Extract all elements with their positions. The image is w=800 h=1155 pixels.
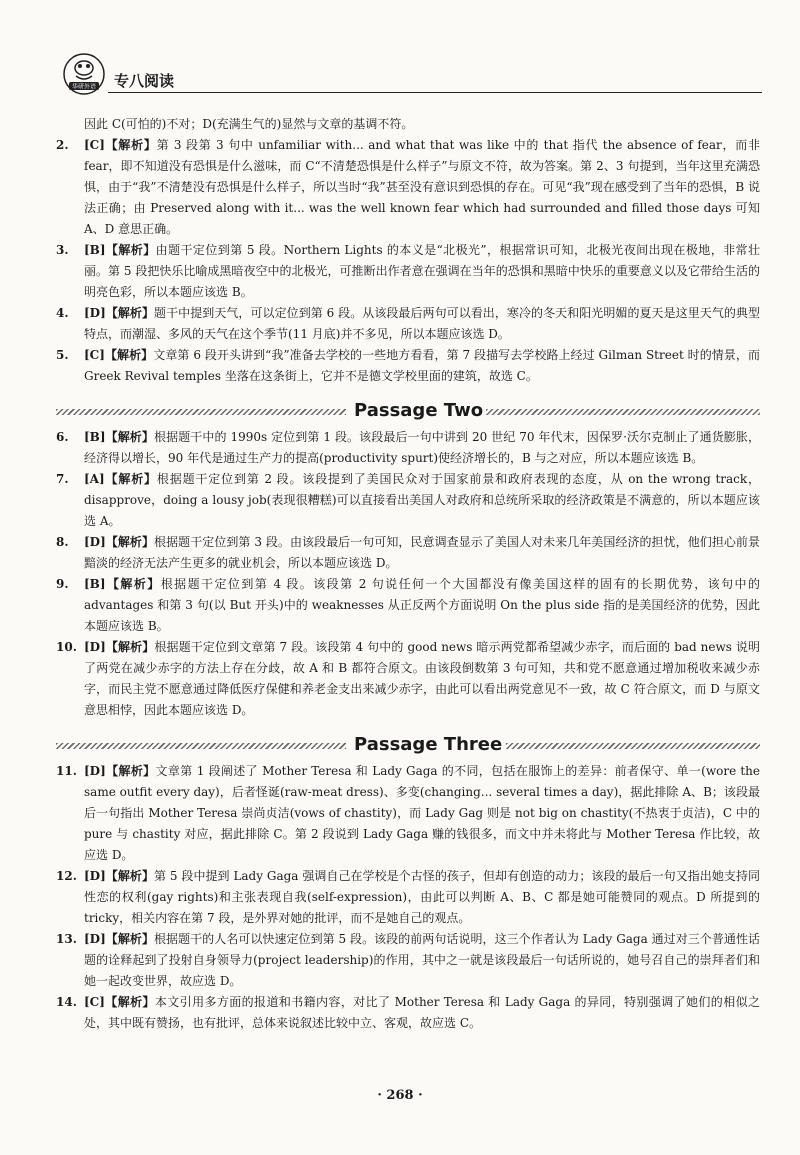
passage-three-divider [56,733,760,757]
answer-choice: [D] [84,932,106,946]
analysis-tag: 【解析】 [105,764,156,778]
item-number: 8. [56,535,69,549]
item-number: 12. [56,869,77,883]
analysis-tag: 【解析】 [104,995,155,1009]
answer-item [56,303,760,345]
answer-item [56,992,760,1034]
item-body [84,469,760,532]
answer-choice: [D] [84,869,106,883]
answer-choice: [B] [84,577,106,591]
huayan-logo-icon [62,52,106,96]
answer-item [56,427,760,469]
item-number: 3. [56,243,69,257]
answer-explanations [56,114,760,1034]
answer-choice: [C] [84,138,105,152]
passage-one-items [56,135,760,387]
page-number: · 268 · [377,1088,423,1103]
header-rule [108,92,762,93]
answer-item [56,761,760,866]
item-body [84,866,760,929]
item-number: 6. [56,430,69,444]
answer-choice: [D] [84,306,106,320]
item-body [84,303,760,345]
answer-choice: [D] [84,764,106,778]
answer-item [56,929,760,992]
analysis-text: 根据题干中的 1990s 定位到第 1 段。该段最后一句中讲到 20 世纪 70 年代末，因保罗·沃尔克制止了通货膨胀，经济得以增长，90 年代是通过生产力的提高(productivity spurt)使经济增长的，B 与之对应，所以本题应该选 B。 [84,430,760,465]
analysis-tag: 【解析】 [105,640,155,654]
item-number: 9. [56,577,69,591]
item-body [84,574,760,637]
analysis-text: 本文引用多方面的报道和书籍内容，对比了 Mother Teresa 和 Lady Gaga 的异同，特别强调了她们的相似之处，其中既有赞扬，也有批评，总体来说叙述比较中立、客观，故应选 C。 [84,995,760,1030]
analysis-text: 第 3 段第 3 句中 unfamiliar with... and what that was like 中的 that 指代 the absence of fear，而非 fear，即不知道没有恐惧是什么滋味，而 C“不清楚恐惧是什么样子”与原文不符，故为答案。第 2、3 句提到，当年这里充满恐惧，由于“我”不清楚没有恐惧是什么样子，所以当时“我”甚至没有意识到恐惧的存在。可见“我”现在感受到了当年的恐惧，B 说法正确；由 Preserved along with it... was the well known fear which had surrounded and filled those days 可知 A、D 意思正确。 [84,138,760,236]
answer-choice: [A] [84,472,105,486]
item-body [84,992,760,1034]
analysis-tag: 【解析】 [104,348,154,362]
answer-choice: [C] [84,995,105,1009]
item-body [84,135,760,240]
intro-continuation: 因此 C(可怕的)不对；D(充满生气的)显然与文章的基调不符。 [84,117,414,131]
item-body [84,532,760,574]
analysis-text: 根据题干定位到第 2 段。该段提到了美国民众对于国家前景和政府表现的态度，从 on the wrong track，disapprove，doing a lousy job(表现很糟糕)可以直接看出美国人对政府和总统所采取的经济政策是不满意的，所以本题应该选 A。 [84,472,760,528]
section-title: 专八阅读 [114,72,175,90]
answer-item [56,240,760,303]
answer-item [56,866,760,929]
logo-text: 华研外语 [71,83,97,91]
analysis-text: 根据题干定位到第 3 段。由该段最后一句可知，民意调查显示了美国人对未来几年美国经济的担忧，他们担心前景黯淡的经济无法产生更多的就业机会，所以本题应该选 D。 [84,535,760,570]
answer-choice: [B] [84,430,106,444]
answer-item [56,135,760,240]
item-body [84,637,760,721]
analysis-text: 第 5 段中提到 Lady Gaga 强调自己在学校是个古怪的孩子，但却有创造的动力；该段的最后一句又指出她支持同性恋的权利(gay rights)和主张表现自我(self-expression)，由此可以判断 A、B、C 都是她可能赞同的观点。D 所提到的 tricky，相关内容在第 7 段，是外界对她的批评，而不是她自己的观点。 [84,869,760,925]
analysis-tag: 【解析】 [105,535,155,549]
answer-choice: [D] [84,640,106,654]
answer-choice: [D] [84,535,106,549]
passage-three-items [56,761,760,1034]
answer-item [56,345,760,387]
item-body [84,345,760,387]
analysis-text: 根据题干的人名可以快速定位到第 5 段。该段的前两句话说明，这三个作者认为 Lady Gaga 通过对三个普通性话题的诠释起到了投射自身领导力(project leadership)的作用，其中之一就是该段最后一句话所说的，她号召自己的崇拜者们和她一起改变世界，故应选 D。 [84,932,760,988]
passage-two-heading: Passage Two [354,400,484,421]
answer-choice: [C] [84,348,105,362]
analysis-tag: 【解析】 [105,869,154,883]
analysis-text: 文章第 6 段开头讲到“我”准备去学校的一些地方看看，第 7 段描写去学校路上经过 Gilman Street 时的情景，而 Greek Revival temples 坐落在这条街上，它并不是德文学校里面的建筑，故选 C。 [84,348,760,383]
item-number: 13. [56,932,77,946]
item-body [84,929,760,992]
analysis-text: 文章第 1 段阐述了 Mother Teresa 和 Lady Gaga 的不同，包括在服饰上的差异：前者保守、单一(wore the same outfit every day)，后者怪诞(raw-meat dress)、多变(changing... several times a day)，据此排除 A、B；该段最后一句指出 Mother Teresa 崇尚贞洁(vows of chastity)，而 Lady Gag 则是 not big on chastity(不热衷于贞洁)，C 中的 pure 与 chastity 对应，据此排除 C。第 2 段说到 Lady Gaga 赚的钱很多，而文中并未将此与 Mother Teresa 作比较，故应选 D。 [84,764,760,862]
item-number: 5. [56,348,69,362]
item-body [84,761,760,866]
analysis-tag: 【解析】 [104,138,157,152]
answer-item [56,637,760,721]
analysis-text: 根据题干定位到第 4 段。该段第 2 句说任何一个大国都没有像美国这样的固有的长期优势，该句中的 advantages 和第 3 句(以 But 开头)中的 weaknesses 从正反两个方面说明 On the plus side 指的是美国经济的优势，因此本题应该选 B。 [84,577,760,633]
analysis-tag: 【解析】 [105,306,155,320]
analysis-text: 由题干定位到第 5 段。Northern Lights 的本义是“北极光”，根据常识可知，北极光夜间出现在极地，非常壮丽。第 5 段把快乐比喻成黑暗夜空中的北极光，可推断出作者意在强调在当年的恐惧和黑暗中快乐的重要意义以及它带给生活的明亮色彩，所以本题应该选 B。 [84,243,760,299]
answer-item [56,532,760,574]
divider-hatch-right [506,743,760,749]
item-number: 2. [56,138,69,152]
analysis-tag: 【解析】 [105,243,156,257]
item-number: 7. [56,472,69,486]
item-number: 4. [56,306,69,320]
divider-hatch-left [56,409,346,415]
analysis-text: 题干中提到天气，可以定位到第 6 段。从该段最后两句可以看出，寒冷的冬天和阳光明媚的夏天是这里天气的典型特点，而潮湿、多风的天气在这个季节(11 月底)并不多见，所以本题应该选 D。 [84,306,760,341]
item-number: 14. [56,995,77,1009]
answer-choice: [B] [84,243,106,257]
analysis-tag: 【解析】 [105,577,161,591]
item-number: 10. [56,640,77,654]
divider-hatch-right [486,409,760,415]
analysis-tag: 【解析】 [105,430,154,444]
item-number: 11. [56,764,77,778]
answer-item [56,469,760,532]
item-body [84,427,760,469]
divider-hatch-left [56,743,346,749]
item-body [84,240,760,303]
analysis-tag: 【解析】 [104,472,157,486]
answer-item [56,574,760,637]
analysis-tag: 【解析】 [105,932,154,946]
passage-three-heading: Passage Three [354,734,503,755]
page-header [62,42,762,104]
passage-two-divider [56,399,760,423]
passage-two-items [56,427,760,721]
analysis-text: 根据题干定位到文章第 7 段。该段第 4 句中的 good news 暗示两党都希望减少赤字，而后面的 bad news 说明了两党在减少赤字的方法上存在分歧，故 A 和 B 都符合原文。由该段倒数第 3 句可知，共和党不愿意通过增加税收来减少赤字，而民主党不愿意通过降低医疗保健和养老金支出来减少赤字，由此可以看出两党意见不一致，故 C 符合原文，而 D 与原文意思相悖，因此本题应该选 D。 [84,640,760,717]
